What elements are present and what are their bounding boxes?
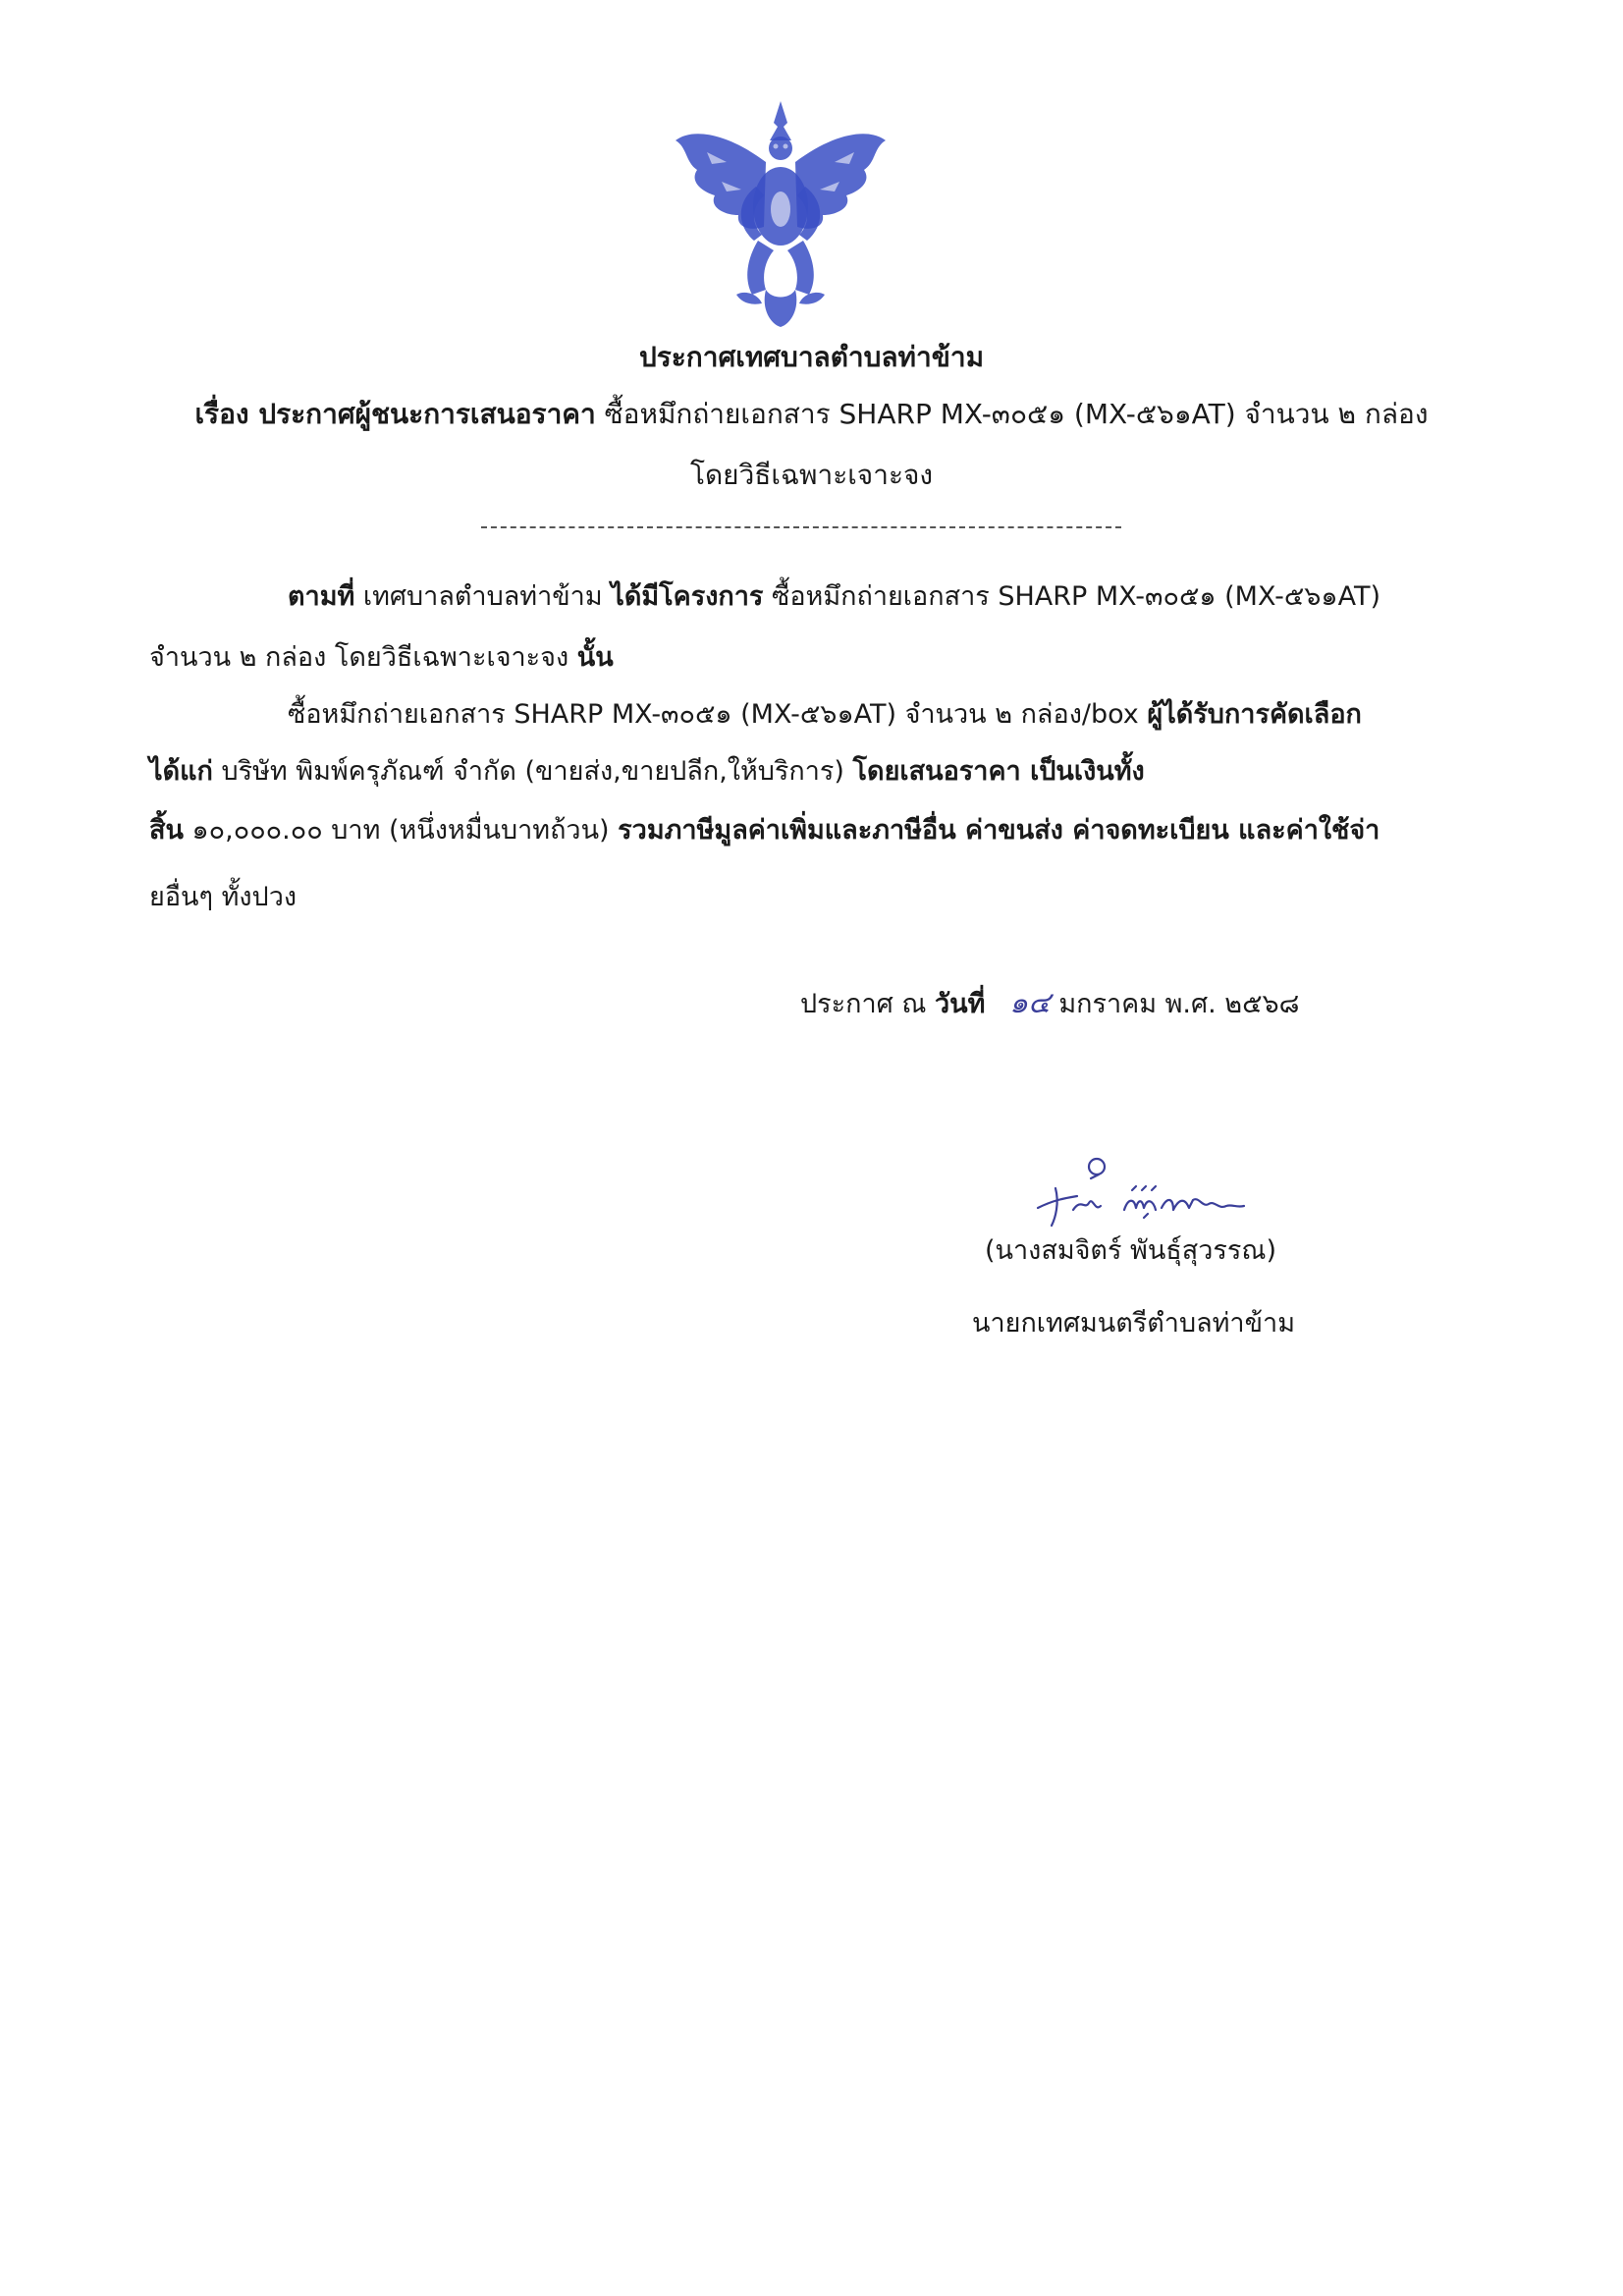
- date-label: ประกาศ ณ: [800, 989, 936, 1019]
- paragraph-1-line-2: [149, 640, 614, 676]
- announcement-title: ประกาศเทศบาลตำบลท่าข้าม: [638, 341, 985, 373]
- text-segment: ผู้ได้รับการคัดเลือก: [1147, 699, 1362, 730]
- separator-line: [481, 526, 1121, 528]
- paragraph-2-line-1: [288, 697, 1362, 733]
- paragraph-2-line-2: [149, 754, 1145, 790]
- text-segment: เทศบาลตำบลท่าข้าม: [354, 581, 612, 612]
- announcement-subject: [0, 397, 1623, 432]
- subject-method: โดยวิธีเฉพาะเจาะจง: [689, 459, 934, 491]
- text-segment: ๑๐,๐๐๐.๐๐ บาท (หนึ่งหมื่นบาทถ้วน): [183, 815, 619, 846]
- handwritten-day: ๑๔: [1009, 986, 1051, 1020]
- text-segment: ตามที่: [288, 581, 355, 612]
- text-segment: นั้น: [576, 642, 614, 673]
- text-segment: ได้แก่: [149, 756, 213, 787]
- paragraph-1-line-1: [288, 579, 1380, 615]
- signatory-name: (นางสมจิตร์ พันธุ์สุวรรณ): [985, 1235, 1277, 1266]
- text-segment: รวมภาษีมูลค่าเพิ่มและภาษีอื่น ค่าขนส่ง ค่าจดทะเบียน และค่าใช้จ่า: [618, 815, 1380, 846]
- subject-text: ซื้อหมึกถ่ายเอกสาร SHARP MX-๓๐๕๑ (MX-๕๖๑AT) จำนวน ๒ กล่อง: [595, 398, 1429, 430]
- signatory-position: นายกเทศมนตรีตำบลท่าข้าม: [972, 1308, 1295, 1339]
- paragraph-2-line-3: [149, 813, 1380, 848]
- handwritten-signature-icon: [1026, 1149, 1271, 1237]
- paragraph-2-line-4: ยอื่นๆ ทั้งปวง: [149, 882, 298, 912]
- date-month-year: มกราคม พ.ศ. ๒๕๖๘: [1050, 989, 1300, 1019]
- date-label-bold: วันที่: [935, 989, 986, 1019]
- text-segment: ซื้อหมึกถ่ายเอกสาร SHARP MX-๓๐๕๑ (MX-๕๖๑AT) จำนวน ๒ กล่อง/box: [288, 699, 1148, 730]
- text-segment: บริษัท พิมพ์ครุภัณฑ์ จำกัด (ขายส่ง,ขายปลีก,ให้บริการ): [212, 756, 853, 787]
- garuda-emblem-icon: [668, 93, 893, 329]
- text-segment: ได้มีโครงการ: [611, 581, 764, 612]
- text-segment: โดยเสนอราคา เป็นเงินทั้ง: [852, 756, 1145, 787]
- text-segment: สิ้น: [149, 815, 184, 846]
- subject-label: เรื่อง ประกาศผู้ชนะการเสนอราคา: [194, 398, 596, 430]
- announcement-date: [800, 986, 1300, 1022]
- text-segment: จำนวน ๒ กล่อง โดยวิธีเฉพาะเจาะจง: [149, 642, 577, 673]
- text-segment: ซื้อหมึกถ่ายเอกสาร SHARP MX-๓๐๕๑ (MX-๕๖๑AT): [763, 581, 1380, 612]
